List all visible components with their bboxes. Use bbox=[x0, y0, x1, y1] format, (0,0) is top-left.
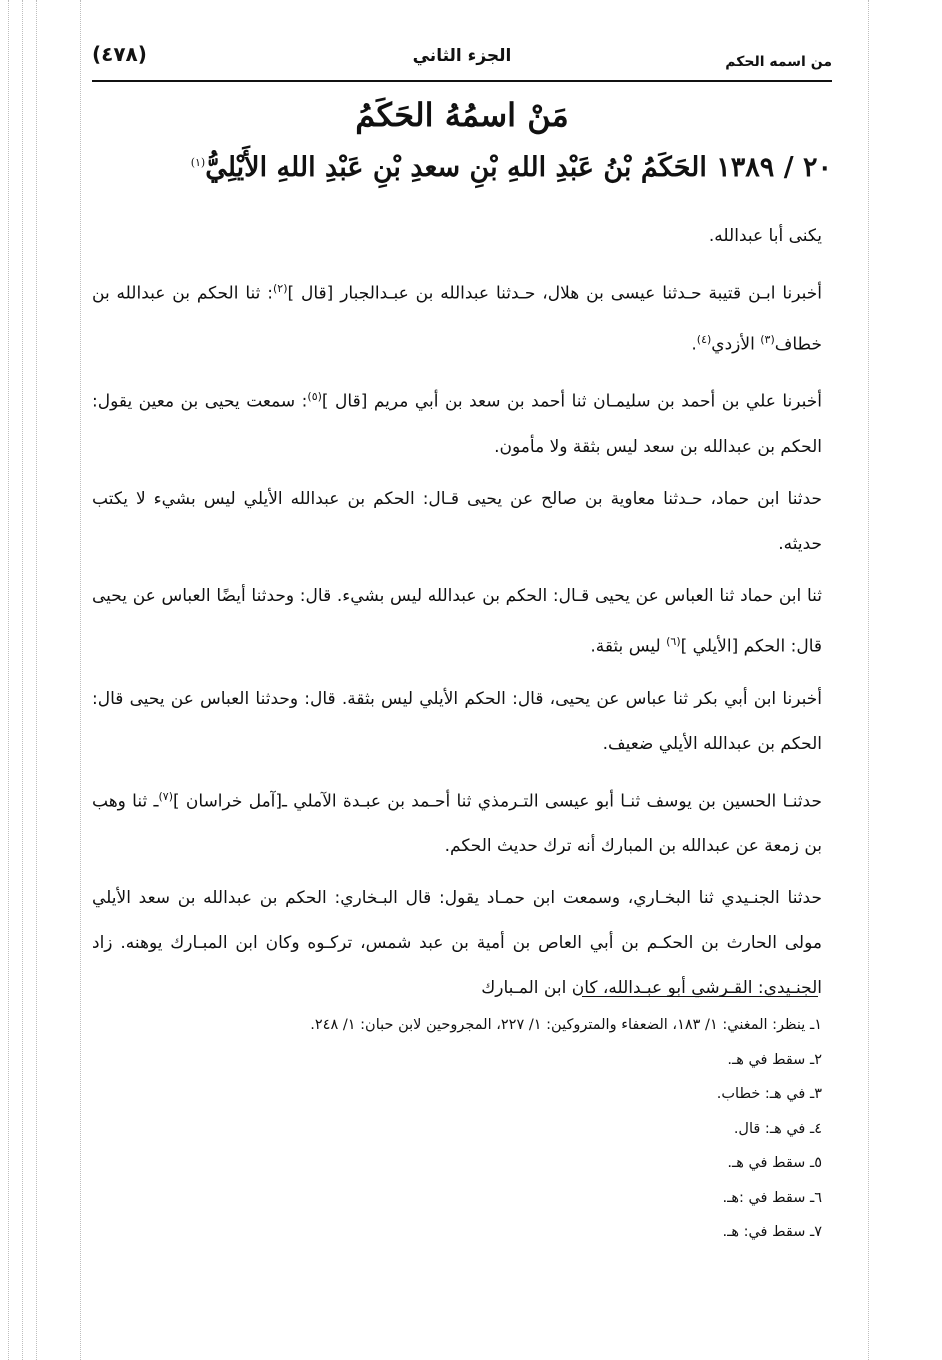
body-text bbox=[92, 214, 822, 1018]
footnote: ٣ـ في هـ: خطاب. bbox=[716, 1086, 822, 1102]
footnote-ref: (٥) bbox=[307, 390, 322, 404]
footnote-ref: (١) bbox=[190, 156, 206, 169]
chapter-running-title: من اسمه الحكم bbox=[725, 54, 832, 70]
paragraph: ثنا ابن حماد ثنا العباس عن يحيى قـال: الحكم بن عبدالله ليس بشيء. قال: وحدثنا أيضًا العباس عن يحيى قال: الحكم [الأيلي ]$^{(٦)}$ ليس بثقة. bbox=[92, 585, 822, 657]
footnote-separator bbox=[582, 996, 818, 997]
footnote: ٧ـ سقط في: هـ. bbox=[722, 1224, 822, 1240]
footnote-ref: (٦) bbox=[666, 634, 681, 648]
footnote-ref: (٤) bbox=[696, 332, 712, 346]
scan-guide-line bbox=[22, 0, 23, 1360]
scan-guide-line bbox=[868, 0, 869, 1360]
page-number: (٤٧٨) bbox=[92, 42, 147, 66]
scan-guide-line bbox=[8, 0, 9, 1360]
paragraph: أخبرنا علي بن أحمد بن سليمـان ثنا أحمد بن سعد بن أبي مريم [قال ]$^{(٥)}$: سمعت يحيى بن معين يقول: الحكم بن عبدالله بن سعد ليس بثقة ولا مأمون. bbox=[92, 390, 822, 457]
footnote: ١ـ ينظر: المغني: ١/ ١٨٣، الضعفاء والمتروكين: ١/ ٢٢٧، المجروحين لابن حبان: ١/ ٢٤٨. bbox=[310, 1017, 822, 1033]
running-header bbox=[92, 40, 832, 80]
header-rule bbox=[92, 80, 832, 82]
part-label: الجزء الثاني bbox=[412, 46, 512, 66]
footnote-ref: (٣) bbox=[760, 332, 775, 346]
paragraph: أخبرنا ابـن قتيبة حـدثنا عيسى بن هلال، حـدثنا عبدالله بن عبـدالجبار [قال ]$^{(٢)}$: ثنا الحكم بن عبدالله بن خطاف$^{(٣)}$ الأزدي$^{(٤)}$. bbox=[92, 282, 822, 355]
footnotes bbox=[92, 1008, 822, 1250]
footnote: ٤ـ في هـ: قال. bbox=[733, 1120, 822, 1137]
footnote-ref: (٧) bbox=[158, 789, 173, 803]
paragraph: أخبرنا ابن أبي بكر ثنا عباس عن يحيى، قال: الحكم الأيلي ليس بثقة. قال: وحدثنا العباس عن يحيى قال: الحكم بن عبدالله الأيلي ضعيف. bbox=[92, 688, 822, 754]
scan-guide-line bbox=[80, 0, 81, 1360]
paragraph: حدثنا ابن حماد، حـدثنا معاوية بن صالح عن يحيى قـال: الحكم بن عبدالله الأيلي ليس بشيء لا يكتب حديثه. bbox=[92, 488, 822, 554]
footnote: ٢ـ سقط في هـ. bbox=[727, 1051, 822, 1068]
entry-name: الحَكَمُ بْنُ عَبْدِ اللهِ بْنِ سعدِ بْنِ عَبْدِ اللهِ الأَيْلِيُّ bbox=[205, 152, 707, 183]
scan-guide-line bbox=[36, 0, 37, 1360]
entry-heading bbox=[92, 152, 832, 183]
footnote-ref: (٢) bbox=[272, 282, 288, 295]
footnote: ٥ـ سقط في هـ. bbox=[727, 1155, 822, 1171]
entry-number: ٢٠ / ١٣٨٩ bbox=[716, 152, 832, 183]
paragraph: يكنى أبا عبدالله. bbox=[708, 226, 822, 246]
chapter-title: مَنْ اسمُهُ الحَكَمُ bbox=[355, 96, 569, 134]
footnote: ٦ـ سقط في :هـ. bbox=[722, 1189, 822, 1206]
paragraph: حدثنـا الحسين بن يوسف ثنـا أبو عيسى التـرمذي ثنا أحـمد بن عبـدة الآملي ـ[آمل خراسان ]$^{(٧)}$ـ ثنا وهب بن زمعة عن عبدالله بن المبارك أنه ترك حديث الحكم. bbox=[92, 789, 822, 857]
paragraph: حدثنا الجنـيدي ثنا البخـاري، وسمعت ابن حمـاد يقول: قال البـخاري: الحكم بن عبدالله بن سعد الأيلي مولى الحارث بن الحكـم بن أبي العاص بن أمية بن عبد شمس، تركـوه وكان ابن المبـارك يوهنه. زاد الجنـيدي: القـرشي أبو عبـدالله، كان ابن المـبارك bbox=[92, 888, 822, 999]
